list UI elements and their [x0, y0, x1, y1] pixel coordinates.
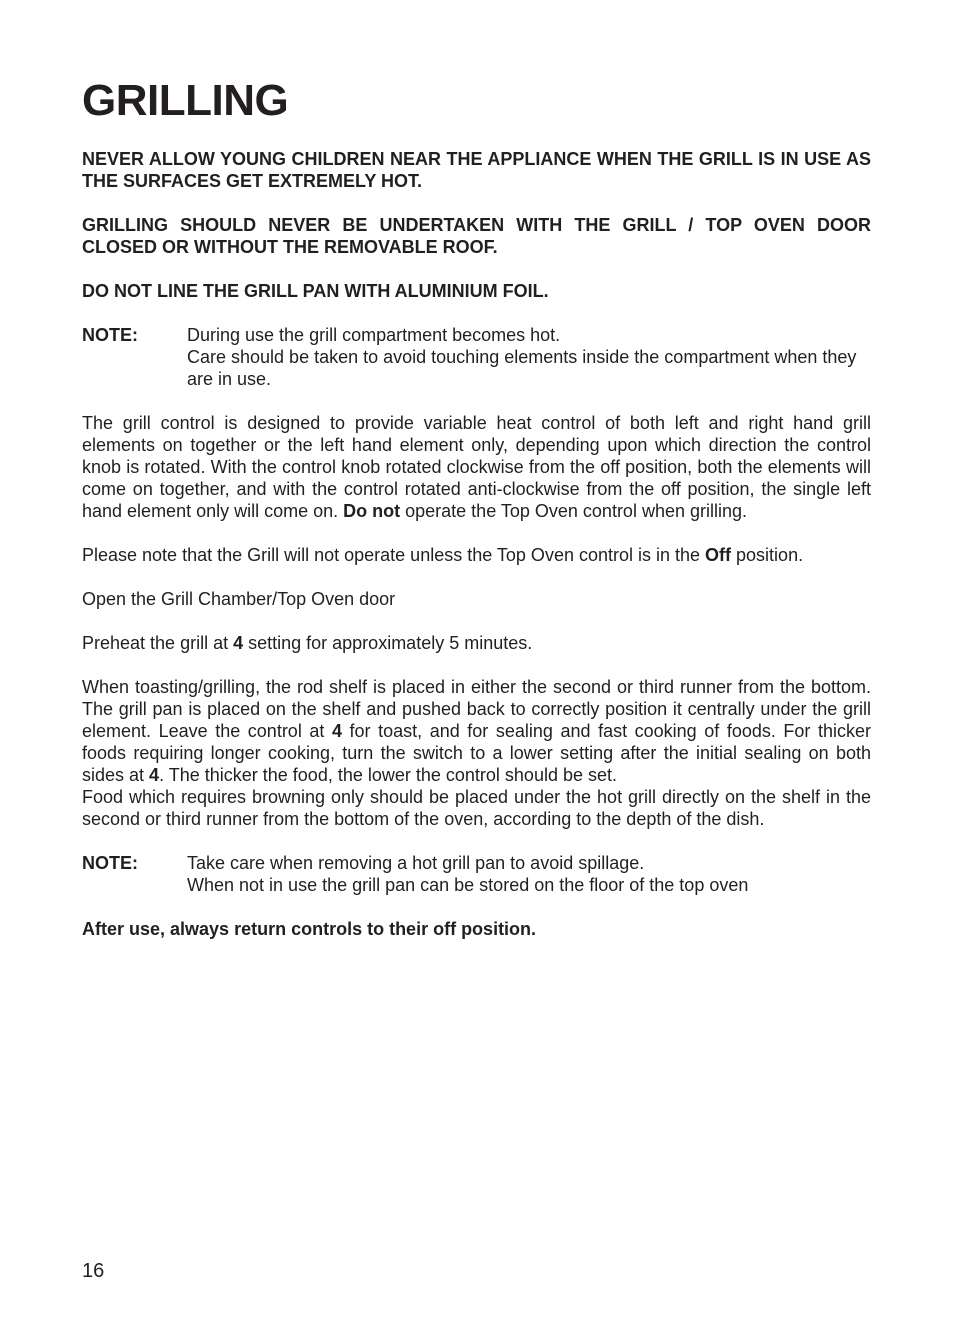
emphasis-setting: 4 — [233, 633, 244, 653]
paragraph-toasting: When toasting/grilling, the rod shelf is placed in either the second or third runner from the bottom. The grill pan is placed on the shelf and pushed back to correctly position it centrally under the grill element. Leave the control at 4 for toast, and for sealing and fast cooking of foods. For thicker foods requiring longer cooking, turn the switch to a lower setting after the initial sealing on both sides at 4. The thicker the food, the lower the control should be set. — [82, 677, 871, 785]
paragraph-grill-control: The grill control is designed to provide variable heat control of both left and right hand grill elements on together or the left hand element only, depending upon which direction the control knob is rotated. With the control knob rotated clockwise from the off position, both the elements will come on together, and with the control rotated anti-clockwise from the off position, the single left hand element only will come on. Do not operate the Top Oven control when grilling. — [82, 413, 871, 521]
warning-door-closed: GRILLING SHOULD NEVER BE UNDERTAKEN WITH THE GRILL / TOP OVEN DOOR CLOSED OR WITHOUT THE REMOVABLE ROOF. — [82, 215, 871, 257]
note-line: During use the grill compartment becomes hot. — [187, 325, 561, 345]
note-lines — [187, 852, 871, 896]
note-grill-pan — [82, 852, 871, 896]
paragraph-preheat: Preheat the grill at 4 setting for approximately 5 minutes. — [82, 633, 533, 653]
paragraph-open-door: Open the Grill Chamber/Top Oven door — [82, 589, 396, 609]
note-label: NOTE: — [82, 853, 138, 873]
note-lines — [187, 324, 871, 390]
final-instruction: After use, always return controls to their off position. — [82, 919, 537, 939]
emphasis-do-not: Do not — [343, 501, 401, 521]
page-body — [82, 148, 871, 962]
note-label: NOTE: — [82, 325, 138, 345]
emphasis-off: Off — [705, 545, 732, 565]
note-line: Care should be taken to avoid touching elements inside the compartment when they are in use. — [187, 347, 857, 389]
paragraph-top-oven-off: Please note that the Grill will not operate unless the Top Oven control is in the Off position. — [82, 545, 804, 565]
emphasis-setting: 4 — [149, 765, 160, 785]
paragraph-browning: Food which requires browning only should be placed under the hot grill directly on the shelf in the second or third runner from the bottom of the oven, according to the depth of the dish. — [82, 787, 871, 829]
page-number: 16 — [82, 1260, 105, 1282]
emphasis-setting: 4 — [331, 721, 342, 741]
note-hot-compartment — [82, 324, 871, 390]
page-title: GRILLING — [82, 76, 289, 125]
warning-children: NEVER ALLOW YOUNG CHILDREN NEAR THE APPLIANCE WHEN THE GRILL IS IN USE AS THE SURFACES GET EXTREMELY HOT. — [82, 149, 871, 191]
note-line: Take care when removing a hot grill pan to avoid spillage. — [187, 853, 645, 873]
note-line: When not in use the grill pan can be stored on the floor of the top oven — [187, 875, 749, 895]
warning-foil: DO NOT LINE THE GRILL PAN WITH ALUMINIUM FOIL. — [82, 281, 549, 301]
